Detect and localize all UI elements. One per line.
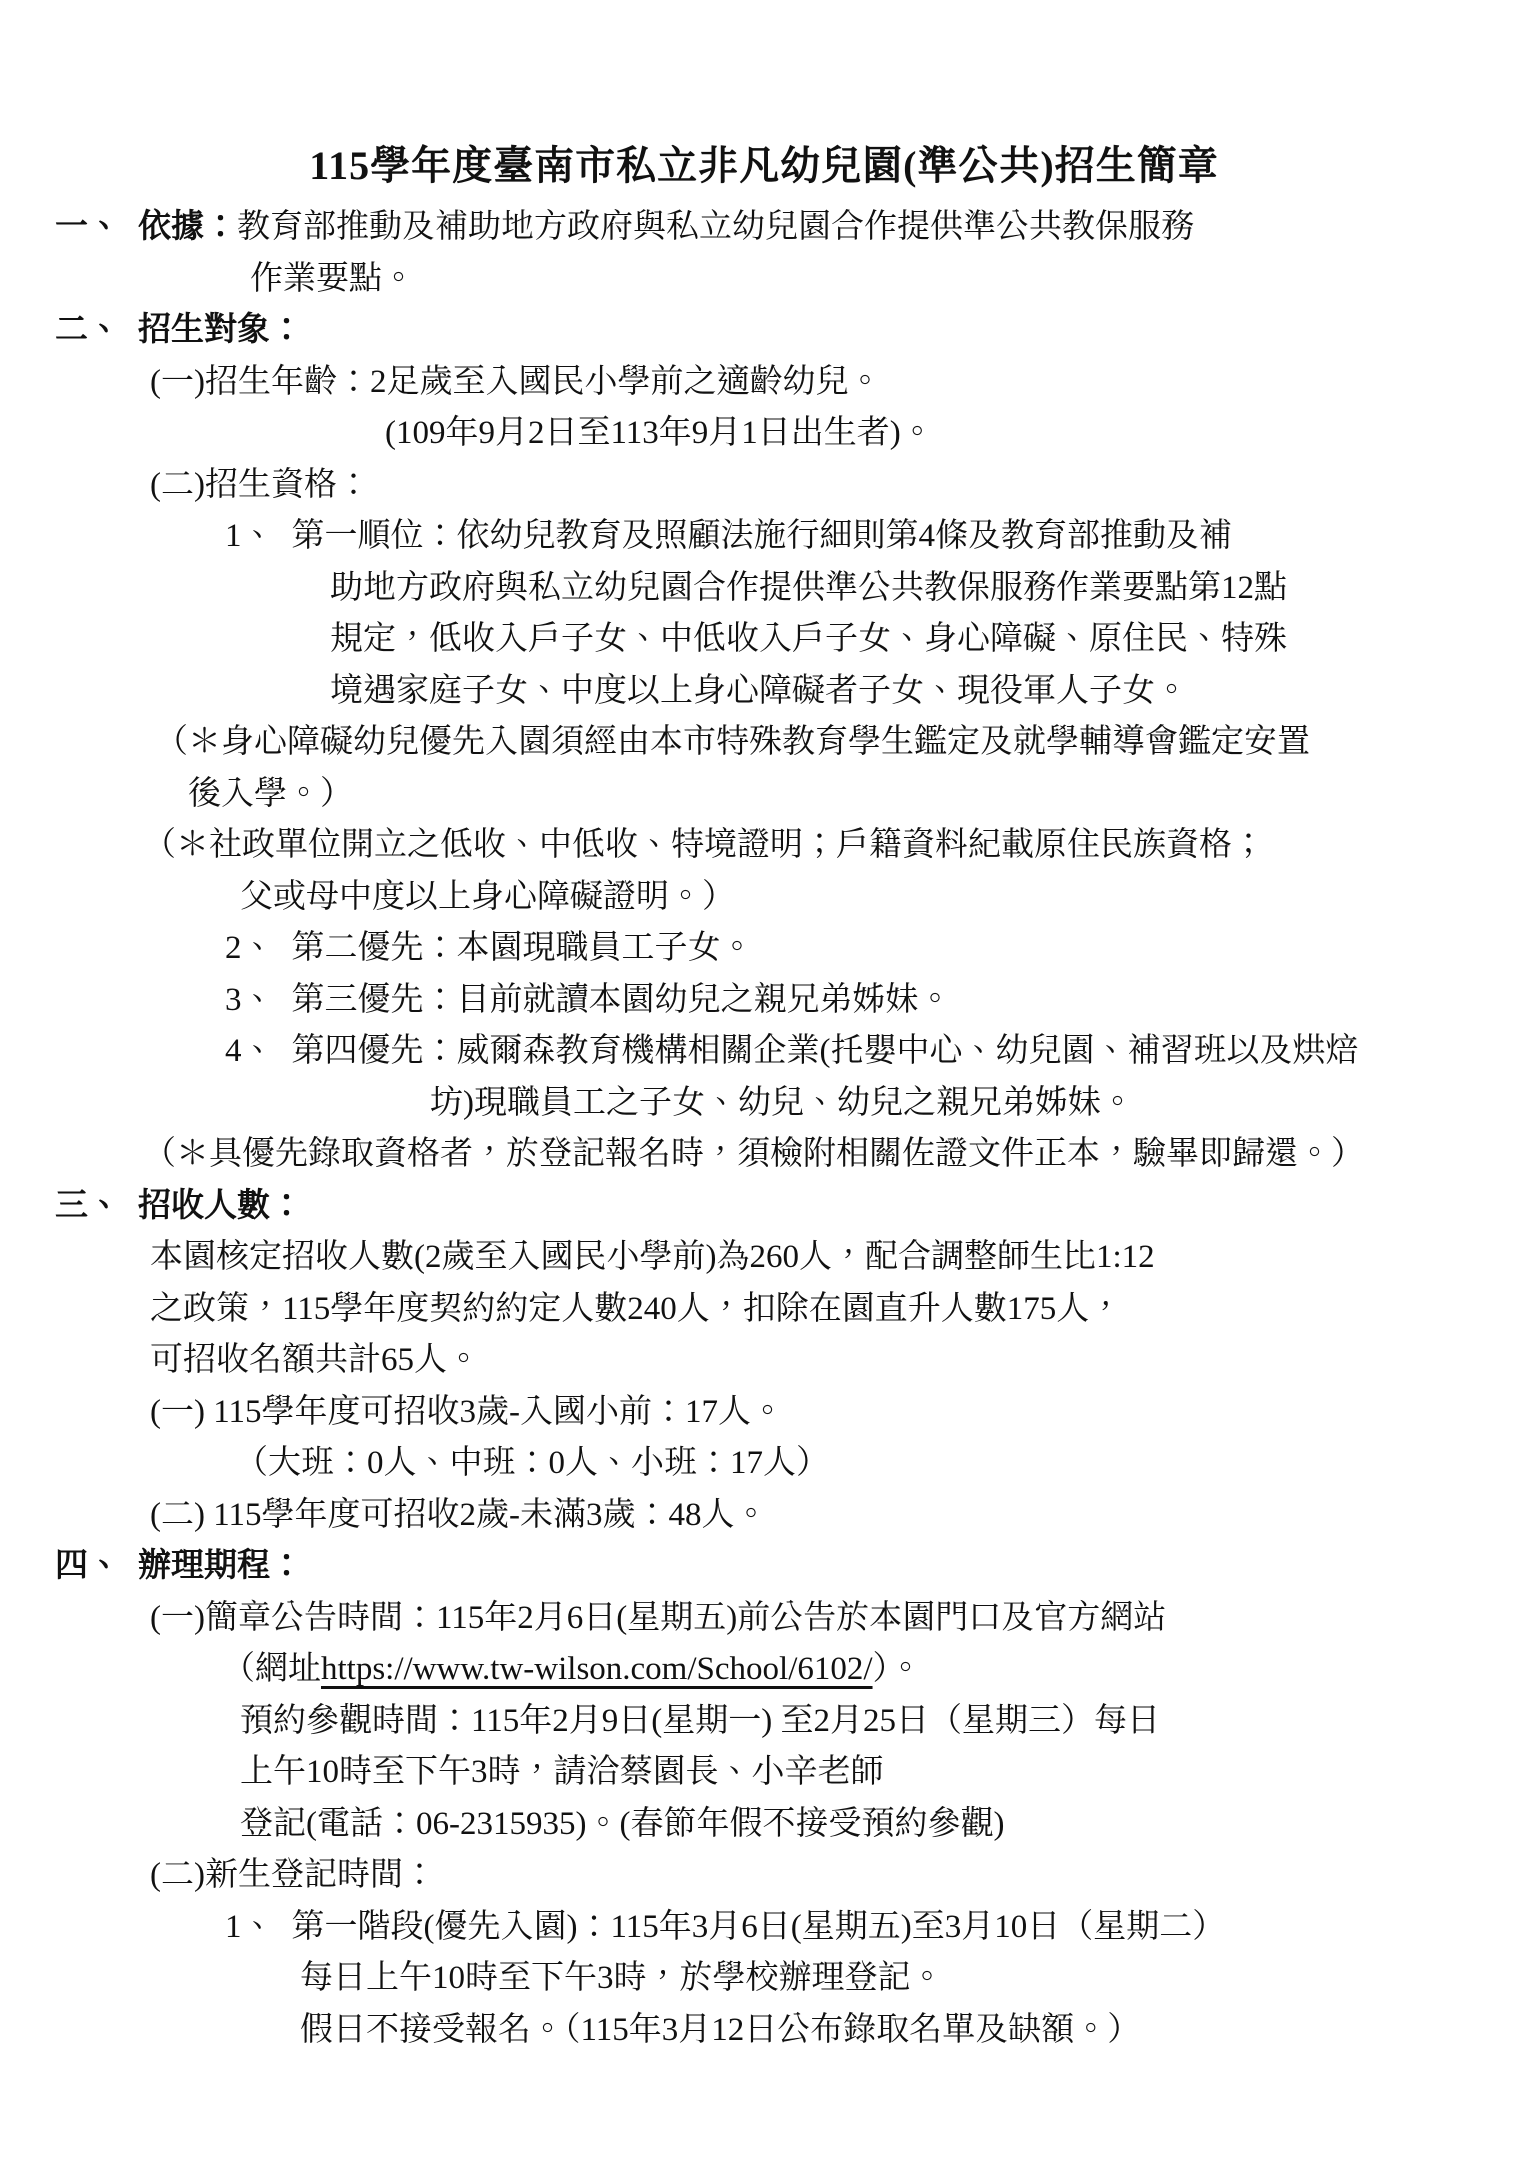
text-run: 辦理期程： bbox=[138, 1548, 303, 1584]
text-run: 第一順位：依幼兒教育及照顧法施行細則第4條及教育部推動及補 bbox=[291, 518, 1232, 554]
text-run: (一)招生年齡：2足歲至入國民小學前之適齡幼兒。 bbox=[150, 363, 882, 400]
doc-line bbox=[0, 1953, 1528, 2005]
doc-line bbox=[0, 1902, 1528, 1954]
doc-line bbox=[0, 820, 1528, 872]
text-run: 招收人數： bbox=[138, 1187, 303, 1224]
doc-line bbox=[0, 1232, 1528, 1284]
doc-line bbox=[0, 666, 1528, 718]
list-marker: 3、 bbox=[225, 981, 275, 1018]
text-run: 本園核定招收人數(2歲至入國民小學前)為260人，配合調整師生比1:12 bbox=[150, 1239, 1155, 1275]
doc-line bbox=[0, 1799, 1528, 1851]
doc-line bbox=[0, 614, 1528, 666]
doc-line bbox=[0, 975, 1528, 1027]
doc-line bbox=[0, 717, 1528, 769]
list-marker: 1、 bbox=[225, 1908, 275, 1945]
doc-line bbox=[0, 872, 1528, 924]
text-run: 可招收名額共計65人。 bbox=[150, 1342, 480, 1378]
doc-line bbox=[0, 1026, 1528, 1078]
doc-line bbox=[0, 1181, 1528, 1233]
text-run: 登記(電話：06-2315935)。(春節年假不接受預約參觀) bbox=[240, 1805, 1005, 1842]
doc-line bbox=[0, 1644, 1528, 1696]
text-run: 第四優先：威爾森教育機構相關企業(托嬰中心、幼兒園、補習班以及烘焙 bbox=[291, 1033, 1359, 1069]
text-run: （網址 bbox=[222, 1651, 321, 1687]
text-run: （＊身心障礙幼兒優先入園須經由本市特殊教育學生鑑定及就學輔導會鑑定安置 bbox=[155, 724, 1310, 760]
text-run: 父或母中度以上身心障礙證明。） bbox=[240, 878, 735, 915]
doc-line bbox=[0, 1284, 1528, 1336]
doc-line bbox=[0, 1129, 1528, 1181]
text-run: (一) 115學年度可招收3歲-入國小前：17人。 bbox=[150, 1393, 784, 1430]
doc-line bbox=[0, 408, 1528, 460]
doc-line bbox=[0, 1747, 1528, 1799]
list-marker: 1、 bbox=[225, 518, 275, 554]
text-run: 規定，低收入戶子女、中低收入戶子女、身心障礙、原住民、特殊 bbox=[330, 621, 1287, 657]
doc-line bbox=[0, 1490, 1528, 1542]
doc-line bbox=[0, 1541, 1528, 1593]
doc-line bbox=[0, 1078, 1528, 1130]
doc-line bbox=[0, 1335, 1528, 1387]
doc-line bbox=[0, 254, 1528, 306]
text-run: 作業要點。 bbox=[250, 260, 415, 297]
text-run: ）。 bbox=[872, 1651, 923, 1687]
text-run: (二)新生登記時間： bbox=[150, 1857, 436, 1893]
text-run: 招生對象： bbox=[138, 312, 303, 348]
text-run: 預約參觀時間：115年2月9日(星期一) 至2月25日（星期三）每日 bbox=[240, 1702, 1161, 1739]
text-run: (二) 115學年度可招收2歲-未滿3歲：48人。 bbox=[150, 1496, 768, 1533]
doc-line bbox=[0, 923, 1528, 975]
doc-line bbox=[0, 769, 1528, 821]
text-run: （＊具優先錄取資格者，於登記報名時，須檢附相關佐證文件正本，驗畢即歸還。） bbox=[143, 1136, 1364, 1172]
doc-line bbox=[0, 202, 1528, 254]
list-marker: 一、 bbox=[55, 209, 121, 245]
list-marker: 四、 bbox=[55, 1548, 121, 1584]
doc-line bbox=[0, 2005, 1528, 2057]
text-run: 依據： bbox=[138, 209, 237, 245]
text-run: 助地方政府與私立幼兒園合作提供準公共教保服務作業要點第12點 bbox=[330, 569, 1287, 606]
text-run: （大班：0人、中班：0人、小班：17人） bbox=[235, 1445, 829, 1481]
list-marker: 4、 bbox=[225, 1033, 275, 1069]
document-body bbox=[0, 202, 1528, 2056]
text-run: 第二優先：本園現職員工子女。 bbox=[291, 930, 754, 966]
list-marker: 2、 bbox=[225, 930, 275, 966]
text-run: 假日不接受報名。（115年3月12日公布錄取名單及缺額。） bbox=[300, 2011, 1141, 2048]
website-url[interactable]: https://www.tw-wilson.com/School/6102/ bbox=[321, 1651, 873, 1687]
doc-line bbox=[0, 357, 1528, 409]
doc-line bbox=[0, 563, 1528, 615]
text-run: （＊社政單位開立之低收、中低收、特境證明；戶籍資料紀載原住民族資格； bbox=[143, 827, 1265, 863]
text-run: 之政策，115學年度契約約定人數240人，扣除在園直升人數175人， bbox=[150, 1290, 1123, 1327]
doc-line bbox=[0, 305, 1528, 357]
text-run: 坊)現職員工之子女、幼兒、幼兒之親兄弟姊妹。 bbox=[430, 1084, 1134, 1121]
doc-line bbox=[0, 1696, 1528, 1748]
text-run: 後入學。） bbox=[188, 775, 353, 812]
text-run: (109年9月2日至113年9月1日出生者)。 bbox=[385, 415, 934, 451]
doc-line bbox=[0, 1438, 1528, 1490]
text-run: 每日上午10時至下午3時，於學校辦理登記。 bbox=[300, 1960, 944, 1996]
doc-line bbox=[0, 1850, 1528, 1902]
text-run: 第三優先：目前就讀本園幼兒之親兄弟姊妹。 bbox=[291, 981, 952, 1018]
doc-line bbox=[0, 1387, 1528, 1439]
doc-line bbox=[0, 1593, 1528, 1645]
page-title: 115學年度臺南市私立非凡幼兒園(準公共)招生簡章 bbox=[309, 143, 1219, 188]
text-run: (二)招生資格： bbox=[150, 466, 370, 503]
text-run: 教育部推動及補助地方政府與私立幼兒園合作提供準公共教保服務 bbox=[237, 209, 1194, 245]
text-run: 境遇家庭子女、中度以上身心障礙者子女、現役軍人子女。 bbox=[330, 672, 1188, 709]
list-marker: 三、 bbox=[55, 1187, 121, 1224]
text-run: 第一階段(優先入園)：115年3月6日(星期五)至3月10日（星期二） bbox=[291, 1908, 1226, 1945]
list-marker: 二、 bbox=[55, 312, 121, 348]
doc-line bbox=[0, 511, 1528, 563]
doc-line bbox=[0, 460, 1528, 512]
text-run: (一)簡章公告時間：115年2月6日(星期五)前公告於本園門口及官方網站 bbox=[150, 1599, 1167, 1636]
text-run: 上午10時至下午3時，請洽蔡園長、小辛老師 bbox=[240, 1754, 884, 1790]
